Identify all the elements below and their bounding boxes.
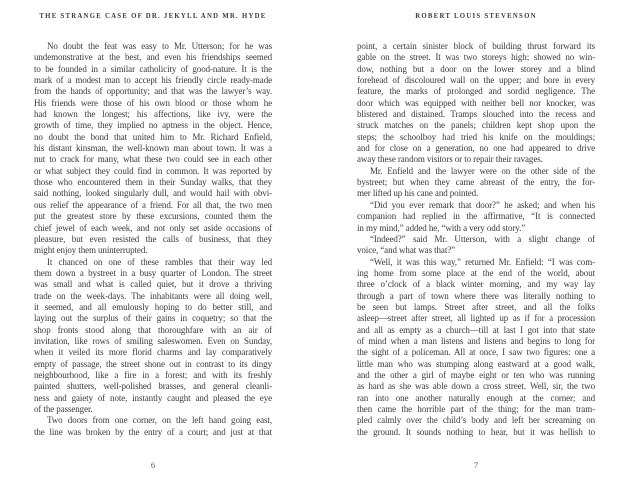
text-line: dow, nothing but a door on the lower storey and a blind [357, 63, 595, 74]
text-line: invitation, like rows of smiling saleswomen. Even on Sunday, [34, 335, 272, 346]
text-line: voice, “and what was that?” [357, 245, 456, 256]
text-line: said nothing, looked singularly dull, and would hail with obvi- [34, 188, 272, 199]
text-line: “Indeed?” said Mr. Utterson, with a slight change of [370, 233, 595, 244]
text-line: the sight of a policeman. All at once, I saw two figures: one a [357, 347, 595, 358]
text-line: be seen but lamps. Street after street, and all the folks [357, 301, 595, 312]
text-line: no doubt the bond that united him to Mr. Richard Enfield, [34, 131, 272, 142]
text-line: had known the longest; his affections, like ivy, were the [34, 109, 272, 120]
text-line: three o’clock of a black winter morning, and my way lay [357, 279, 595, 290]
text-line: of mind when a man listens and listens and begins to long for [357, 335, 595, 346]
text-line: blistered and distained. Tramps slouched into the recess and [357, 109, 595, 120]
text-line: or what subject they could find in common. It was reported by [34, 165, 272, 176]
text-line: undemonstrative at the best, and even his friendships seemed [34, 52, 272, 63]
text-line: It chanced on one of these rambles that their way led [47, 256, 272, 267]
text-line: chief jewel of each week, and not only set aside occasions of [34, 222, 272, 233]
text-line: pleasure, but even resisted the calls of business, that they [34, 233, 272, 244]
text-line: nut to crack for many, what these two could see in each other [34, 154, 272, 165]
text-line: growth of time, they implied no aptness in the object. Hence, [34, 120, 272, 131]
text-line: mark of a modest man to accept his friendly circle ready-made [34, 75, 272, 86]
text-line: No doubt the feat was easy to Mr. Utterson; for he was [47, 41, 272, 51]
text-line: “Did you ever remark that door?” he asked; and when his [370, 199, 595, 210]
text-line: asleep—street after street, all lighted up as if for a procession [357, 313, 595, 324]
text-line: and the other a girl of maybe eight or ten who was running [357, 369, 595, 380]
text-line: steps; the schoolboy had tried his knife on the mouldings; [357, 131, 595, 142]
text-line: from the hands of opportunity; and that was the lawyer’s way. [34, 86, 272, 97]
text-line: of the passenger. [34, 404, 93, 414]
text-line: trade on the week-days. The inhabitants were all doing well, [34, 290, 272, 301]
running-header-author: ROBERT LOUIS STEVENSON [415, 13, 537, 20]
text-line: feature, the marks of prolonged and sordid negligence. The [357, 86, 595, 97]
text-block-right [357, 41, 595, 438]
text-line: pled calmly over the child’s body and left her screaming on [357, 415, 595, 426]
text-line: companion had replied in the affirmative, “It is connected [357, 211, 595, 222]
text-line: it seemed, and all emulously hoping to do better still, and [34, 301, 272, 312]
text-line: shop fronts stood along that thoroughfare with an air of [34, 324, 272, 335]
text-line: in my mind,” added he, “with a very odd story.” [357, 222, 526, 233]
text-line: then came the horrible part of the thing; for the man tram- [357, 404, 595, 414]
text-line: mer lifted up his cane and pointed. [357, 188, 479, 199]
text-line: empty of passage, the street shone out in contrast to its dingy [34, 358, 272, 369]
text-line: forehead of discoloured wall on the upper; and bore in every [357, 75, 595, 86]
text-line: when it veiled its more florid charms and lay comparatively [34, 347, 272, 358]
text-line: “Well, it was this way,” returned Mr. Enfield: “I was com- [370, 256, 595, 267]
text-line: painted shutters, well-polished brasses, and general cleanli- [34, 381, 272, 392]
page-number-right: 7 [473, 460, 479, 470]
text-line: Two doors from one corner, on the left hand going east, [47, 415, 272, 426]
text-line: His friends were those of his own blood or those whom he [34, 97, 272, 108]
text-line: ran into one another naturally enough at the corner; and [357, 392, 595, 403]
text-line: neighbourhood, like a fire in a forest; and with its freshly [34, 369, 272, 380]
page-left [34, 0, 272, 487]
text-line: the line was broken by the entry of a court; and just at that [34, 426, 272, 437]
text-line: Mr. Enfield and the lawyer were on the other side of the [370, 165, 595, 176]
text-line: the ground. It sounds nothing to hear, but it was hellish to [357, 426, 595, 437]
text-line: ous relief the appearance of a friend. For all that, the two men [34, 199, 272, 210]
text-line: and for close on a generation, no one had appeared to drive [357, 143, 595, 154]
text-line: his distant kinsman, the well-known man about town. It was a [34, 143, 272, 154]
text-line: might enjoy them uninterrupted. [34, 245, 148, 256]
text-line: gable on the street. It was two storeys high; showed no win- [357, 52, 595, 63]
text-line: to be founded in a similar catholicity of good-nature. It is the [34, 63, 272, 74]
text-line: those who encountered them in their Sunday walks, that they [34, 177, 272, 188]
text-line: struck matches on the panels; children kept shop upon the [357, 120, 595, 131]
text-line: put the greatest store by these excursions, counted them the [34, 211, 272, 222]
text-line: through a part of town where there was literally nothing to [357, 290, 595, 301]
text-line: away these random visitors or to repair their ravages. [357, 154, 543, 165]
page-number-left: 6 [150, 460, 156, 470]
text-line: ness and gaiety of note, instantly caught and pleased the eye [34, 392, 272, 403]
text-line: as hard as she was able down a cross street. Well, sir, the two [357, 381, 595, 392]
text-line: was small and what is called quiet, but it drove a thriving [34, 279, 272, 290]
text-block-left [34, 41, 272, 438]
text-line: bystreet; but when they came abreast of the entry, the for- [357, 177, 595, 188]
page-right [357, 0, 595, 487]
text-line: little man who was stumping along eastward at a good walk, [357, 358, 595, 369]
text-line: point, a certain sinister block of building thrust forward its [357, 41, 595, 51]
running-header-book-title: THE STRANGE CASE OF DR. JEKYLL AND MR. HYDE [39, 13, 267, 20]
text-line: them down a bystreet in a busy quarter of London. The street [34, 267, 272, 278]
text-line: ing home from some place at the end of the world, about [357, 267, 595, 278]
text-line: laying out the surplus of their gains in coquetry; so that the [34, 313, 272, 324]
text-line: and all as empty as a church—till at last I got into that state [357, 324, 595, 335]
text-line: door which was equipped with neither bell nor knocker, was [357, 97, 595, 108]
